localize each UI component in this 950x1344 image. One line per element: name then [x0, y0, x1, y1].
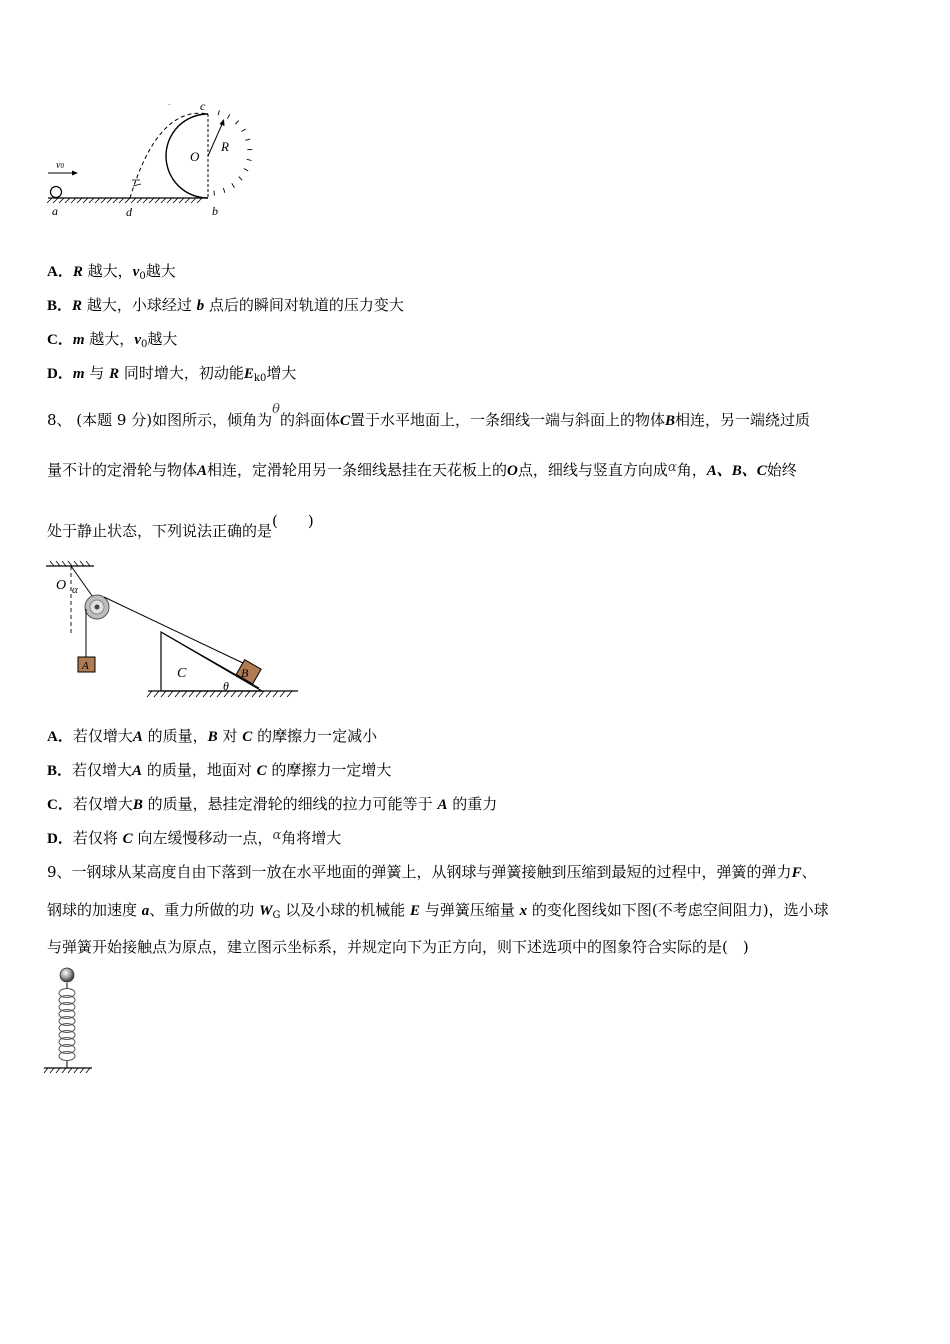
point-a-label: a: [52, 204, 58, 218]
q7-option-d[interactable]: D．m 与 R 同时增大，初动能$E_{k0}$增大: [47, 364, 297, 384]
pulley-incline-figure: [40, 560, 305, 705]
q7-option-a[interactable]: A．R 越大，$v_0$越大: [47, 262, 176, 282]
q8-stem-line-3: 处于静止状态，下列说法正确的是( ): [47, 512, 314, 540]
q9-stem-line-1: 9、一钢球从某高度自由下落到一放在水平地面的弹簧上，从钢球与弹簧接触到压缩到最短的过程中，弹簧的弹力F、: [47, 863, 817, 881]
incline-c-label: C: [177, 666, 187, 681]
q8-option-d[interactable]: D．若仅将 C 向左缓慢移动一点，α角将增大: [47, 828, 342, 847]
loop-track-figure: [40, 95, 265, 225]
q8-option-b[interactable]: B．若仅增大A 的质量，地面对 C 的摩擦力一定增大: [47, 761, 392, 779]
spring-ball-figure: [40, 962, 102, 1080]
q7-option-b[interactable]: B．R 越大，小球经过 b 点后的瞬间对轨道的压力变大: [47, 296, 404, 314]
v0-label: v0: [56, 160, 64, 171]
point-c-label: c: [200, 99, 206, 113]
point-b-label: b: [212, 204, 218, 218]
point-d-label: d: [126, 205, 132, 219]
angle-theta-label: θ: [223, 679, 229, 693]
point-o-label: O: [56, 578, 67, 593]
center-o-label: O: [190, 149, 200, 164]
angle-alpha-label: α: [72, 584, 78, 596]
q9-stem-line-2: 钢球的加速度 a、重力所做的功 $W_G$ 以及小球的机械能 E 与弹簧压缩量 x 的变化图线如下图(不考虑空间阻力)，选小球: [47, 901, 829, 921]
q8-option-a[interactable]: A．若仅增大A 的质量，B 对 C 的摩擦力一定减小: [47, 727, 378, 745]
q8-stem-line-1: 8、 (本题 9 分)如图所示，倾角为θ的斜面体C置于水平地面上，一条细线一端与斜面上的物体B相连，另一端绕过质: [47, 402, 811, 429]
q9-stem-line-3: 与弹簧开始接触点为原点，建立图示坐标系，并规定向下为正方向，则下述选项中的图象符合实际的是( ): [47, 938, 749, 956]
q7-option-c[interactable]: C．m 越大，$v_0$越大: [47, 330, 178, 350]
radius-r-label: R: [221, 139, 229, 154]
q8-option-c[interactable]: C．若仅增大B 的质量，悬挂定滑轮的细线的拉力可能等于 A 的重力: [47, 795, 498, 813]
block-b-label: B: [241, 666, 249, 680]
block-a-label: A: [82, 660, 89, 672]
q8-stem-line-2: 量不计的定滑轮与物体A相连，定滑轮用另一条细线悬挂在天花板上的O点，细线与竖直方向成α角，A、B、C始终: [47, 460, 797, 479]
svg-text:·: ·: [168, 101, 171, 109]
